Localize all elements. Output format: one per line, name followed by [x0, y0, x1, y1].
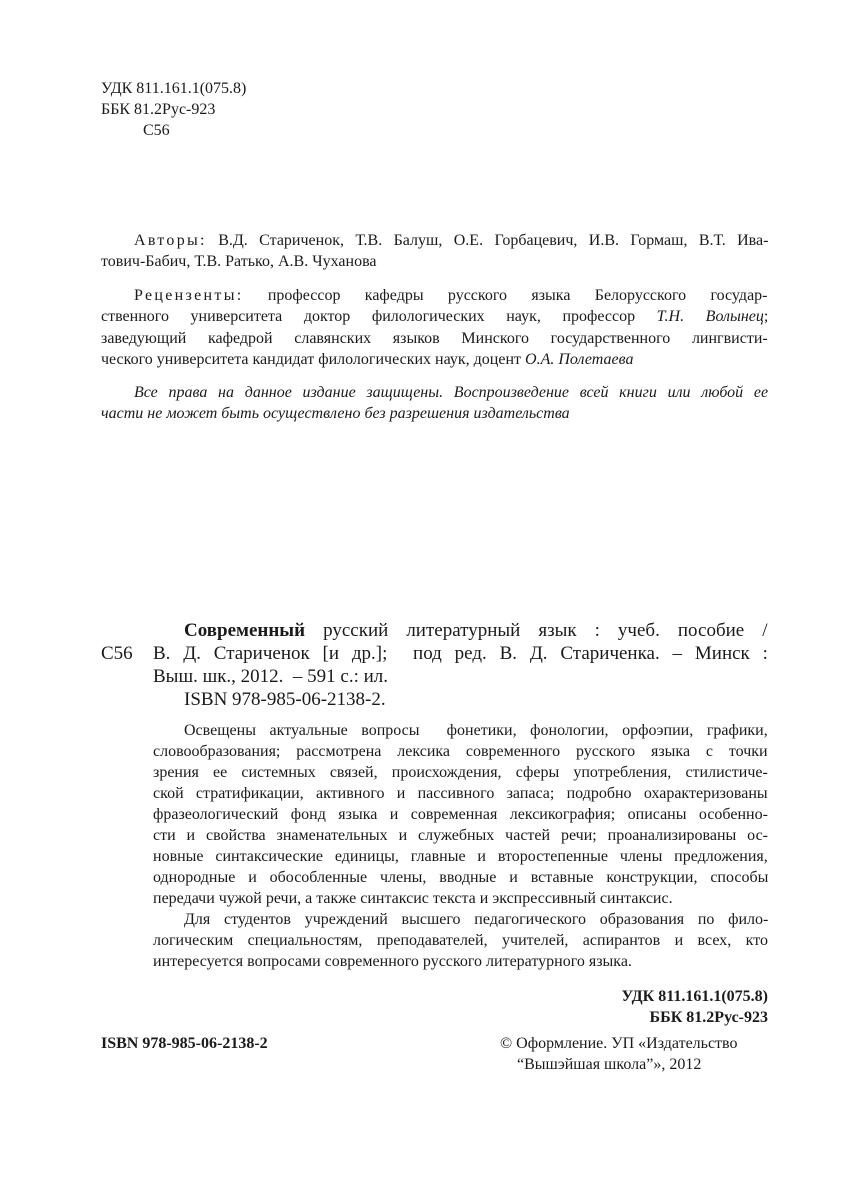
bottom-bbk: ББК 81.2Рус-923	[649, 1009, 768, 1026]
reviewers-line-4: ческого университета кандидат филологических наук, доцент О.А. Полетаева	[101, 351, 634, 368]
annotation-line: сти и свойства знаменательных и служебных частей речи; проанализированы ос-	[153, 827, 768, 844]
authors-line-1: В.Д. Стариченок, Т.В. Балуш, О.Е. Горбацевич, И.В. Гормаш, В.Т. Ива-	[206, 232, 769, 249]
bottom-codes	[520, 986, 768, 1028]
author-mark: С56	[143, 122, 170, 139]
annotation-line: Для студентов учреждений высшего педагогического образования по фило-	[184, 911, 769, 928]
annotation-line: зрения ее системных связей, происхождения, сферы употребления, стилистиче-	[153, 764, 768, 781]
footer-isbn: ISBN 978-985-06-2138-2	[101, 1035, 268, 1052]
bib-line-3: Выш. шк., 2012. – 591 с.: ил.	[153, 666, 389, 687]
bottom-udk: УДК 811.161.1(075.8)	[621, 988, 768, 1005]
bib-line-1: Современный русский литературный язык : учеб. пособие /	[184, 620, 768, 641]
bib-line-2: В. Д. Стариченок [и др.]; под ред. В. Д. Стариченка. – Минск :	[153, 643, 768, 664]
bib-isbn: ISBN 978-985-06-2138-2.	[184, 689, 386, 710]
udk-code: УДК 811.161.1(075.8)	[101, 80, 247, 97]
annotation-line: фразеологический фонд языка и современная лексикография; описаны особенно-	[153, 806, 768, 823]
annotation-line: однородные и обособленные члены, вводные и вставные конструкции, способы	[153, 869, 769, 886]
annotation-line: ской стратификации, активного и пассивного запаса; подробно охарактеризованы	[153, 785, 768, 802]
rights-line-2: части не может быть осуществлено без разрешения издательства	[101, 405, 570, 422]
copyright-line-1: © Оформление. УП «Издательство	[500, 1035, 738, 1052]
annotation-line: передачи чужой речи, а также синтаксис текста и экспрессивный синтаксис.	[153, 890, 673, 907]
reviewers-line-1: профессор кафедры русского языка Белорусского государ-	[243, 287, 768, 304]
reviewer-name-1: Т.Н. Волынец	[656, 308, 764, 325]
bbk-code: ББК 81.2Рус-923	[101, 101, 216, 118]
rights-line-1: Все права на данное издание защищены. Воспроизведение всей книги или любой ее	[134, 384, 769, 401]
annotation-line: словообразования; рассмотрена лексика современного русского языка с точки	[153, 743, 768, 760]
annotation-line: интересуется вопросами современного русского литературного языка.	[153, 953, 632, 970]
reviewer-name-2: О.А. Полетаева	[525, 351, 634, 368]
annotation-line: Освещены актуальные вопросы фонетики, фонологии, орфоэпии, графики,	[184, 722, 768, 739]
bib-title-bold: Современный	[184, 620, 306, 641]
reviewers-label: Рецензенты:	[134, 287, 244, 304]
annotation-line: логическим специальностям, преподавателей, учителей, аспирантов и всех, кто	[153, 932, 768, 949]
authors-label: Авторы:	[134, 232, 207, 249]
authors-line-2: тович-Бабич, Т.В. Ратько, А.В. Чуханова	[101, 253, 377, 270]
annotation-line: новные синтаксические единицы, главные и второстепенные члены предложения,	[153, 848, 768, 865]
copyright-line-2: “Вышэйшая школа”», 2012	[517, 1056, 702, 1073]
reviewers-line-3: заведующий кафедрой славянских языков Минского государственного лингвисти-	[101, 330, 768, 347]
bib-mark: С56	[101, 643, 133, 664]
reviewers-line-2: ственного университета доктор филологических наук, профессор Т.Н. Волынец;	[101, 308, 769, 325]
